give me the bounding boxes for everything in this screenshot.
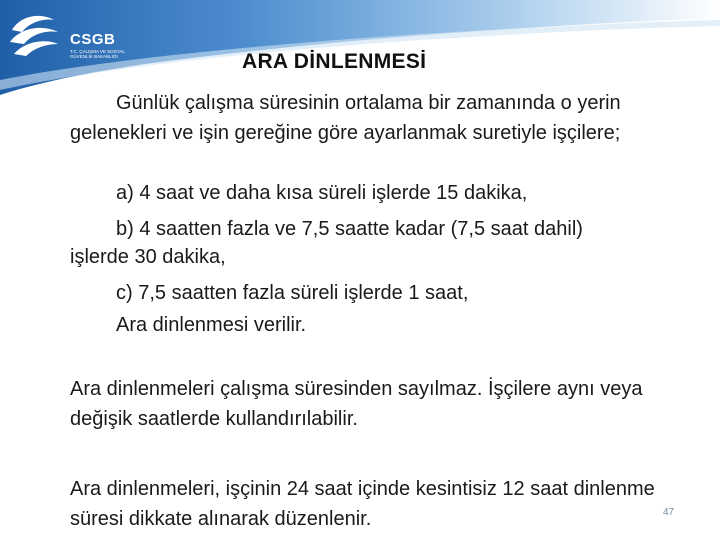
ministry-logo bbox=[6, 6, 136, 68]
list-item-b-line1: b) 4 saatten fazla ve 7,5 saatte kadar (7,5 saat dahil) bbox=[116, 218, 583, 240]
logo-brand: CSGB bbox=[70, 31, 116, 48]
list-item-b-line2: işlerde 30 dakika, bbox=[70, 246, 226, 268]
logo-subtitle: T.C. ÇALIŞMA VE SOSYAL GÜVENLİK BAKANLIĞI bbox=[70, 49, 125, 59]
page-number: 47 bbox=[663, 507, 675, 518]
intro-paragraph: Günlük çalışma süresinin ortalama bir zamanında o yerin gelenekleri ve işin gereğine göre ayarlanmak suretiyle işçilere; bbox=[70, 92, 621, 144]
swirl-logo-icon bbox=[6, 8, 64, 66]
list-item-a: a) 4 saat ve daha kısa süreli işlerde 15 dakika, bbox=[116, 182, 528, 204]
paragraph-breaks: Ara dinlenmeleri çalışma süresinden sayılmaz. İşçilere aynı veya değişik saatlerde kullandırılabilir. bbox=[70, 378, 643, 430]
list-item-c: c) 7,5 saatten fazla süreli işlerde 1 saat, bbox=[116, 282, 469, 304]
paragraph-rest: Ara dinlenmeleri, işçinin 24 saat içinde kesintisiz 12 saat dinlenme süresi dikkate alınarak düzenlenir. bbox=[70, 478, 655, 530]
slide-title: ARA DİNLENMESİ bbox=[242, 50, 427, 73]
closing-line: Ara dinlenmesi verilir. bbox=[116, 314, 307, 336]
